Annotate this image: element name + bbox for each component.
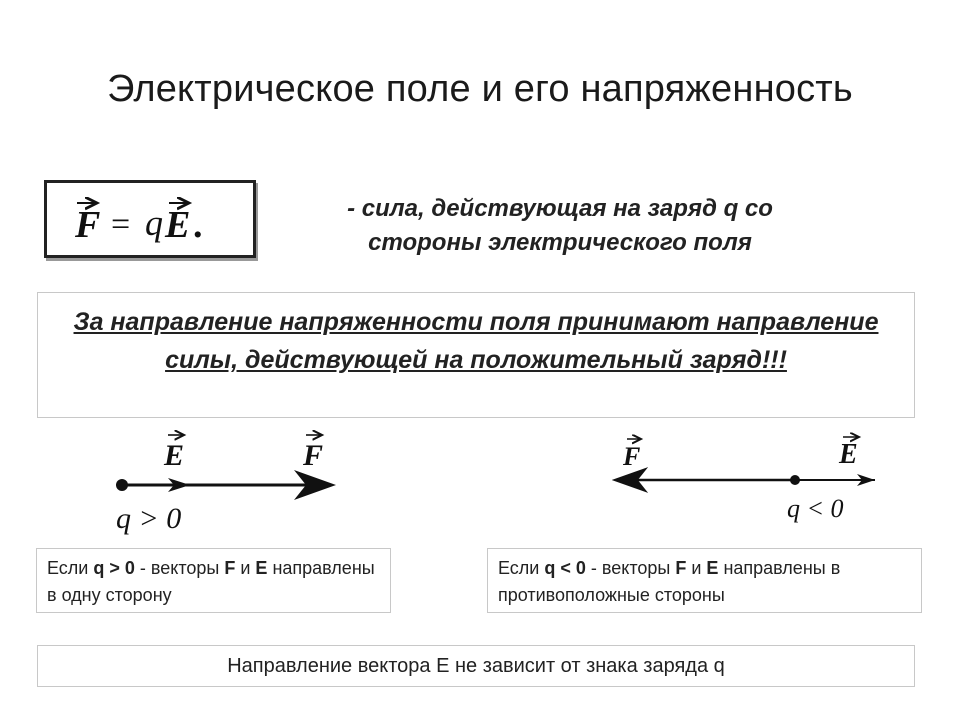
label-E: E — [839, 439, 858, 470]
formula-F: F — [75, 204, 101, 246]
charge-dot — [116, 479, 128, 491]
caption-vector-f: F — [224, 558, 236, 578]
label-F: F — [303, 439, 324, 472]
diagram-negative-charge — [605, 425, 885, 530]
caption-text: и — [686, 558, 707, 578]
caption-condition: q > 0 — [93, 558, 135, 578]
formula-eq: = — [111, 206, 131, 243]
caption-negative — [487, 548, 922, 613]
conclusion-box — [37, 645, 915, 687]
formula-box — [44, 180, 256, 258]
caption-text: направлены в одну сторону — [47, 558, 375, 605]
rule-text: За направление напряженности поля принимают направление силы, действующей на положительный заряд!!! — [73, 308, 879, 374]
label-charge: q > 0 — [116, 502, 182, 535]
conclusion-text: Направление вектора Е не зависит от знака заряда q — [227, 655, 725, 677]
formula-svg — [47, 183, 253, 255]
caption-text: направлены в противоположные стороны — [498, 558, 841, 605]
formula-q: q — [145, 203, 163, 243]
label-charge: q < 0 — [787, 494, 844, 523]
caption-vector-e: E — [706, 558, 719, 578]
formula-E: E — [165, 204, 191, 246]
caption-text: и — [235, 558, 256, 578]
caption-text: Если — [498, 558, 545, 578]
slide-title: Электрическое поле и его напряженность — [107, 68, 853, 110]
caption-text: - векторы — [585, 558, 676, 578]
charge-dot — [790, 475, 800, 485]
formula-dot: . — [193, 204, 203, 246]
caption-text: Если — [47, 558, 94, 578]
caption-condition: q < 0 — [544, 558, 586, 578]
formula-description: - сила, действующая на заряд q со стороны электрического поля — [347, 195, 773, 256]
caption-text: - векторы — [134, 558, 225, 578]
label-E: E — [164, 439, 185, 472]
diagram-positive-charge — [100, 425, 360, 540]
caption-positive — [36, 548, 391, 613]
caption-vector-e: E — [255, 558, 268, 578]
caption-vector-f: F — [675, 558, 687, 578]
label-F: F — [623, 442, 641, 471]
